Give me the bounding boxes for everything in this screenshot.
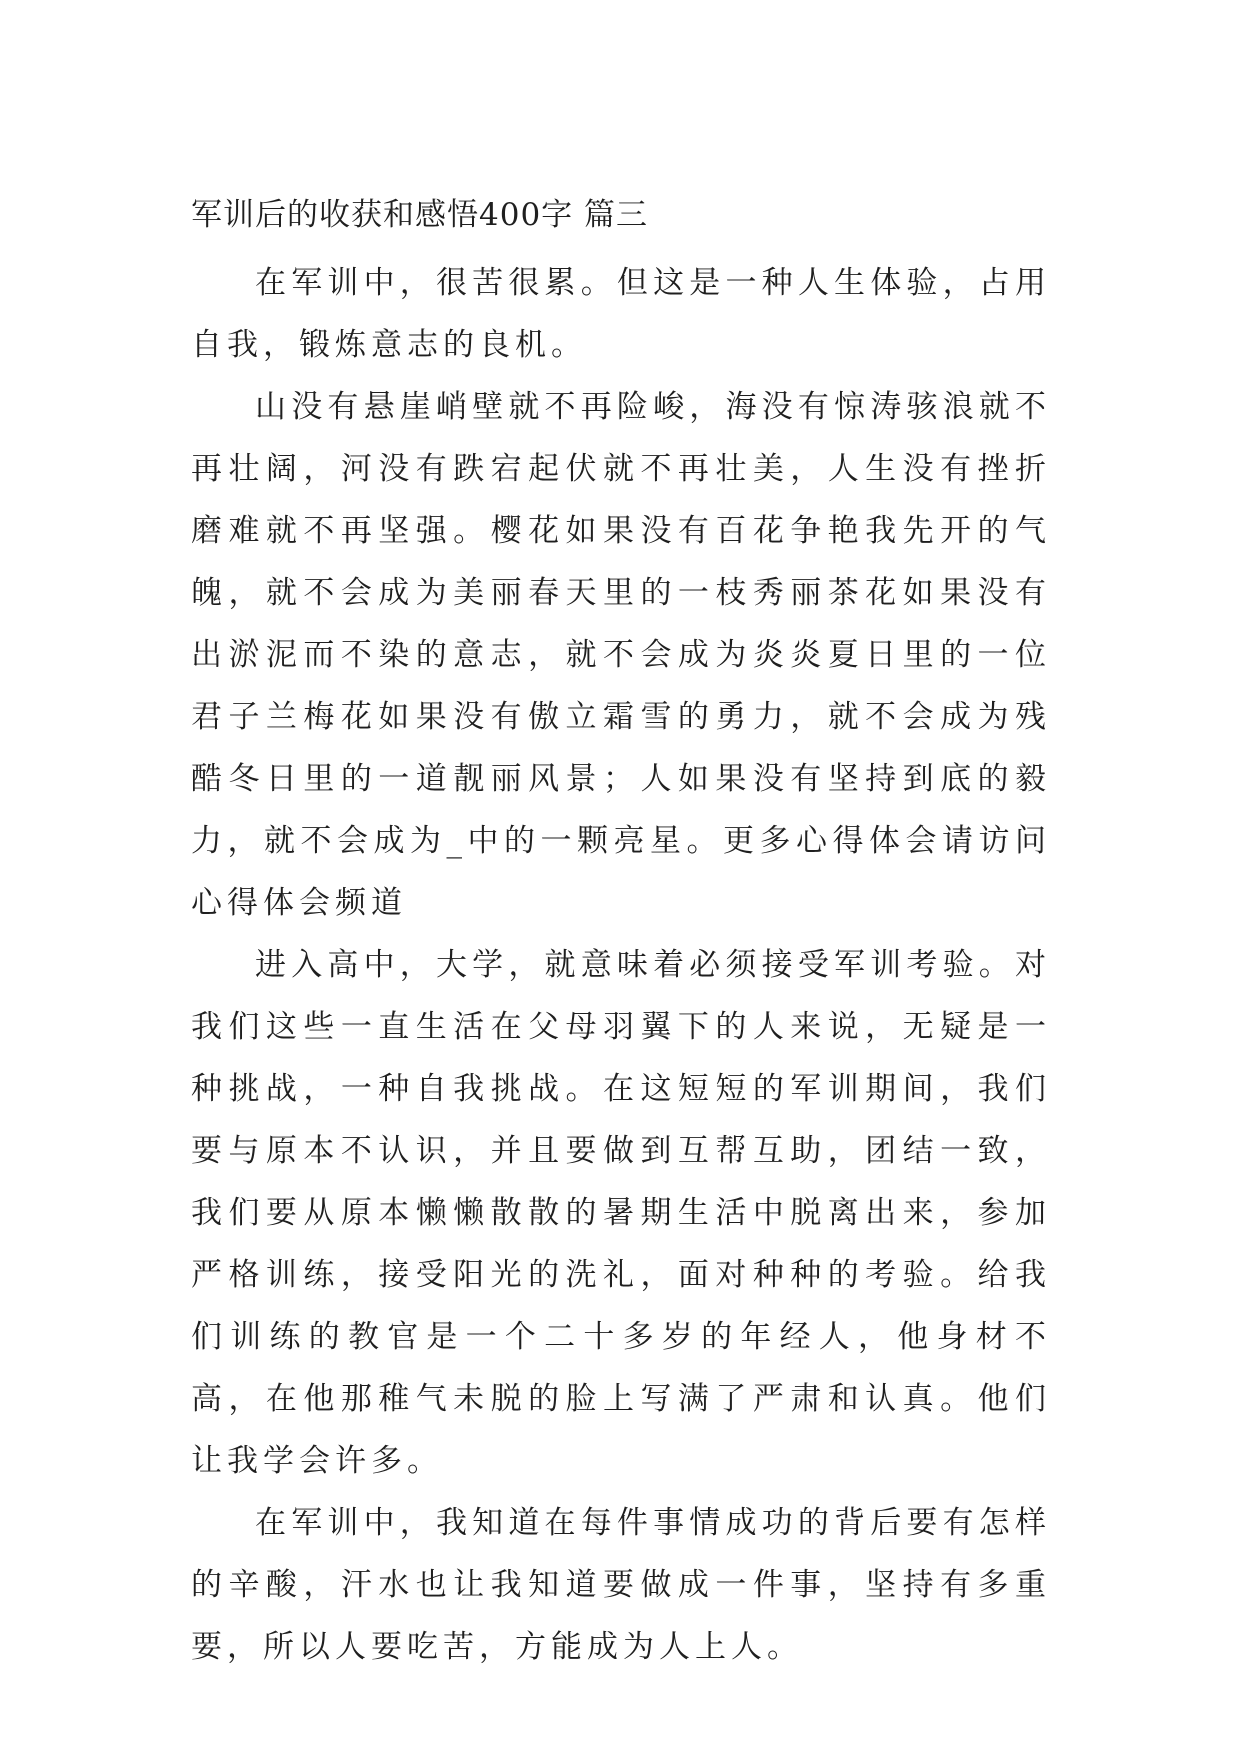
paragraph: 在军训中，我知道在每件事情成功的背后要有怎样的辛酸，汗水也让我知道要做成一件事，坚持有多重要，所以人要吃苦，方能成为人上人。 xyxy=(191,1505,1051,1665)
document-body xyxy=(191,190,1051,1678)
paragraph: 山没有悬崖峭壁就不再险峻，海没有惊涛骇浪就不再壮阔，河没有跌宕起伏就不再壮美，人生没有挫折磨难就不再坚强。樱花如果没有百花争艳我先开的气魄，就不会成为美丽春天里的一枝秀丽茶花如果没有出淤泥而不染的意志，就不会成为炎炎夏日里的一位君子兰梅花如果没有傲立霜雪的勇力，就不会成为残酷冬日里的一道靓丽风景；人如果没有坚持到底的毅力，就不会成为_中的一颗亮星。更多心得体会请访问心得体会频道 xyxy=(191,389,1051,921)
paragraph: 进入高中，大学，就意味着必须接受军训考验。对我们这些一直生活在父母羽翼下的人来说，无疑是一种挑战，一种自我挑战。在这短短的军训期间，我们要与原本不认识，并且要做到互帮互助，团结一致，我们要从原本懒懒散散的暑期生活中脱离出来，参加严格训练，接受阳光的洗礼，面对种种的考验。给我们训练的教官是一个二十多岁的年经人，他身材不高，在他那稚气未脱的脸上写满了严肃和认真。他们让我学会许多。 xyxy=(191,947,1051,1479)
document-title: 军训后的收获和感悟400字 篇三 xyxy=(191,197,649,233)
paragraph: 在军训中，很苦很累。但这是一种人生体验，占用自我，锻炼意志的良机。 xyxy=(191,265,1051,363)
